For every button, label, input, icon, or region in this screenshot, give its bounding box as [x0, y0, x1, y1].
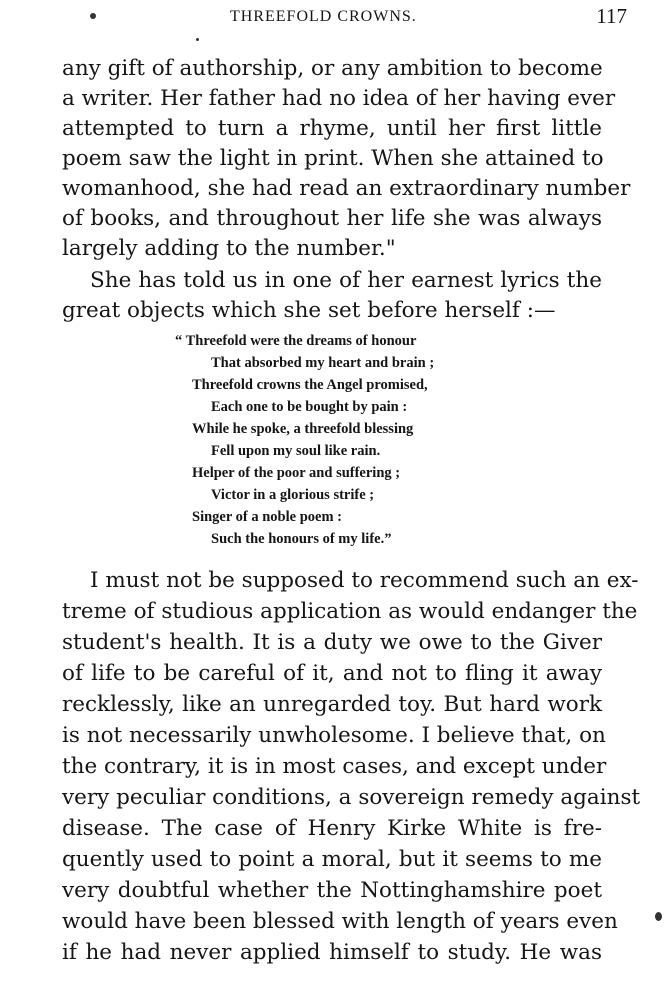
- poem-line: That absorbed my heart and brain ;: [211, 355, 435, 371]
- text-line: womanhood, she had read an extraordinary number: [62, 176, 631, 201]
- text-line: if he had never applied himself to study. He was: [62, 940, 602, 965]
- poem-line: Fell upon my soul like rain.: [211, 443, 381, 459]
- text-line: very peculiar conditions, a sovereign remedy against: [62, 785, 641, 810]
- text-line: a writer. Her father had no idea of her having ever: [62, 86, 616, 111]
- text-line: disease. The case of Henry Kirke White is fre-: [62, 816, 602, 841]
- text-line: I must not be supposed to recommend such an ex-: [90, 568, 639, 593]
- ink-speck: [196, 38, 199, 41]
- text-line: is not necessarily unwholesome. I believe that, on: [62, 723, 606, 748]
- text-line: great objects which she set before herself :—: [62, 298, 556, 323]
- text-line: student's health. It is a duty we owe to the Giver: [62, 630, 602, 655]
- text-line: attempted to turn a rhyme, until her first little: [62, 116, 602, 141]
- ink-speck: [90, 13, 96, 19]
- text-line: poem saw the light in print. When she attained to: [62, 146, 604, 171]
- text-line: largely adding to the number.": [62, 236, 396, 261]
- text-line: of books, and throughout her life she was always: [62, 206, 602, 231]
- text-line: recklessly, like an unregarded toy. But hard work: [62, 692, 602, 717]
- poem-line: Helper of the poor and suffering ;: [192, 465, 401, 481]
- poem-line: “ Threefold were the dreams of honour: [175, 333, 417, 349]
- text-line: any gift of authorship, or any ambition to become: [62, 56, 603, 81]
- text-line: the contrary, it is in most cases, and except under: [62, 754, 607, 779]
- text-line: treme of studious application as would endanger the: [62, 599, 638, 624]
- poem-line: Victor in a glorious strife ;: [211, 487, 375, 503]
- ink-speck: [655, 912, 662, 921]
- text-line: very doubtful whether the Nottinghamshire poet: [62, 878, 602, 903]
- poem-line: While he spoke, a threefold blessing: [192, 421, 414, 437]
- poem-line: Singer of a noble poem :: [192, 509, 342, 525]
- running-head: THREEFOLD CROWNS.: [230, 8, 417, 25]
- text-line: quently used to point a moral, but it seems to me: [62, 847, 602, 872]
- poem-line: Threefold crowns the Angel promised,: [192, 377, 428, 393]
- page-number: 117: [596, 4, 627, 28]
- text-line: of life to be careful of it, and not to fling it away: [62, 661, 602, 686]
- text-line: would have been blessed with length of years even: [62, 909, 618, 934]
- text-line: She has told us in one of her earnest lyrics the: [90, 268, 602, 293]
- poem-line: Such the honours of my life.”: [211, 531, 392, 547]
- poem-line: Each one to be bought by pain :: [211, 399, 408, 415]
